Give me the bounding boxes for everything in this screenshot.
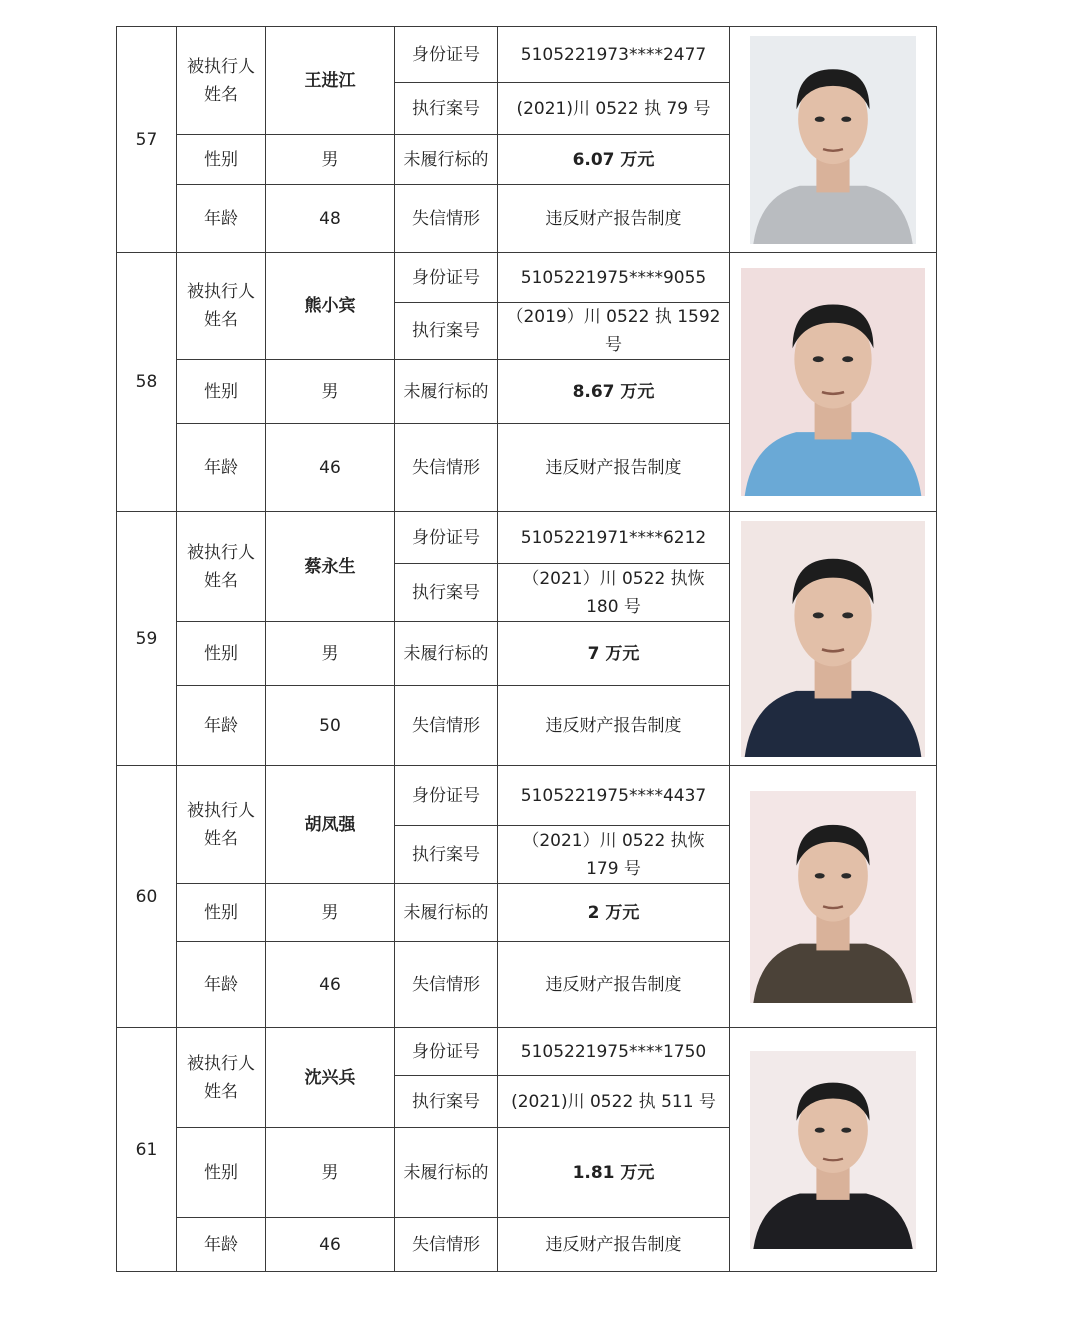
default-value: 违反财产报告制度 xyxy=(498,942,730,1028)
debtor-photo xyxy=(741,521,925,757)
name-label: 被执行人姓名 xyxy=(177,27,266,135)
record-row xyxy=(117,27,937,83)
case-label: 执行案号 xyxy=(395,1076,498,1128)
amount-label: 未履行标的 xyxy=(395,884,498,942)
photo-cell xyxy=(730,253,937,512)
age-value: 48 xyxy=(266,185,395,253)
photo-cell xyxy=(730,1028,937,1272)
amount-label: 未履行标的 xyxy=(395,622,498,686)
default-value: 违反财产报告制度 xyxy=(498,185,730,253)
gender-value: 男 xyxy=(266,622,395,686)
age-label: 年龄 xyxy=(177,686,266,766)
debtor-name: 熊小宾 xyxy=(266,253,395,360)
case-label: 执行案号 xyxy=(395,564,498,622)
case-number: (2021)川 0522 执 79 号 xyxy=(498,83,730,135)
amount-value: 1.81 万元 xyxy=(498,1128,730,1218)
right-eye xyxy=(841,1127,851,1132)
shoulders xyxy=(753,185,912,243)
name-label: 被执行人姓名 xyxy=(177,1028,266,1128)
amount-label: 未履行标的 xyxy=(395,360,498,424)
gender-value: 男 xyxy=(266,135,395,185)
age-label: 年龄 xyxy=(177,185,266,253)
left-eye xyxy=(813,356,824,362)
debtor-photo xyxy=(750,1051,916,1249)
amount-label: 未履行标的 xyxy=(395,1128,498,1218)
default-label: 失信情形 xyxy=(395,942,498,1028)
default-label: 失信情形 xyxy=(395,686,498,766)
gender-label: 性别 xyxy=(177,1128,266,1218)
age-label: 年龄 xyxy=(177,1218,266,1272)
id-number: 5105221973****2477 xyxy=(498,27,730,83)
age-value: 46 xyxy=(266,942,395,1028)
record-row xyxy=(117,253,937,303)
age-label: 年龄 xyxy=(177,424,266,512)
debtor-name: 蔡永生 xyxy=(266,512,395,622)
left-eye xyxy=(813,612,824,618)
right-eye xyxy=(841,873,851,878)
record-number: 60 xyxy=(117,766,177,1028)
debtor-photo xyxy=(750,36,916,244)
default-label: 失信情形 xyxy=(395,424,498,512)
table-body xyxy=(117,27,937,1272)
debtor-name: 王进江 xyxy=(266,27,395,135)
id-number: 5105221971****6212 xyxy=(498,512,730,564)
amount-value: 8.67 万元 xyxy=(498,360,730,424)
name-label: 被执行人姓名 xyxy=(177,766,266,884)
case-label: 执行案号 xyxy=(395,83,498,135)
age-value: 50 xyxy=(266,686,395,766)
gender-label: 性别 xyxy=(177,622,266,686)
id-label: 身份证号 xyxy=(395,766,498,826)
case-number: (2021)川 0522 执 511 号 xyxy=(498,1076,730,1128)
case-label: 执行案号 xyxy=(395,826,498,884)
default-label: 失信情形 xyxy=(395,1218,498,1272)
debtor-name: 胡凤强 xyxy=(266,766,395,884)
left-eye xyxy=(815,116,825,121)
case-number: （2021）川 0522 执恢 179 号 xyxy=(498,826,730,884)
default-value: 违反财产报告制度 xyxy=(498,424,730,512)
id-number: 5105221975****4437 xyxy=(498,766,730,826)
record-number: 57 xyxy=(117,27,177,253)
shoulders xyxy=(745,432,922,496)
id-label: 身份证号 xyxy=(395,512,498,564)
amount-label: 未履行标的 xyxy=(395,135,498,185)
id-number: 5105221975****1750 xyxy=(498,1028,730,1076)
default-value: 违反财产报告制度 xyxy=(498,1218,730,1272)
default-value: 违反财产报告制度 xyxy=(498,686,730,766)
gender-value: 男 xyxy=(266,884,395,942)
case-label: 执行案号 xyxy=(395,303,498,360)
left-eye xyxy=(815,1127,825,1132)
shoulders xyxy=(753,943,912,1002)
amount-value: 6.07 万元 xyxy=(498,135,730,185)
name-label: 被执行人姓名 xyxy=(177,512,266,622)
age-value: 46 xyxy=(266,424,395,512)
photo-cell xyxy=(730,27,937,253)
id-label: 身份证号 xyxy=(395,1028,498,1076)
debtor-photo xyxy=(750,791,916,1003)
record-number: 61 xyxy=(117,1028,177,1272)
right-eye xyxy=(842,612,853,618)
amount-value: 7 万元 xyxy=(498,622,730,686)
default-label: 失信情形 xyxy=(395,185,498,253)
gender-label: 性别 xyxy=(177,360,266,424)
id-number: 5105221975****9055 xyxy=(498,253,730,303)
record-row xyxy=(117,1028,937,1076)
case-number: （2021）川 0522 执恢 180 号 xyxy=(498,564,730,622)
age-value: 46 xyxy=(266,1218,395,1272)
debtor-name: 沈兴兵 xyxy=(266,1028,395,1128)
record-number: 58 xyxy=(117,253,177,512)
record-row xyxy=(117,512,937,564)
amount-value: 2 万元 xyxy=(498,884,730,942)
shoulders xyxy=(745,690,922,756)
photo-cell xyxy=(730,766,937,1028)
right-eye xyxy=(841,116,851,121)
gender-label: 性别 xyxy=(177,135,266,185)
record-row xyxy=(117,766,937,826)
gender-value: 男 xyxy=(266,360,395,424)
record-number: 59 xyxy=(117,512,177,766)
id-label: 身份证号 xyxy=(395,27,498,83)
age-label: 年龄 xyxy=(177,942,266,1028)
left-eye xyxy=(815,873,825,878)
shoulders xyxy=(753,1193,912,1248)
gender-value: 男 xyxy=(266,1128,395,1218)
judgment-debtor-table xyxy=(116,26,937,1272)
case-number: （2019）川 0522 执 1592 号 xyxy=(498,303,730,360)
right-eye xyxy=(842,356,853,362)
gender-label: 性别 xyxy=(177,884,266,942)
photo-cell xyxy=(730,512,937,766)
name-label: 被执行人姓名 xyxy=(177,253,266,360)
debtor-photo xyxy=(741,268,925,496)
id-label: 身份证号 xyxy=(395,253,498,303)
